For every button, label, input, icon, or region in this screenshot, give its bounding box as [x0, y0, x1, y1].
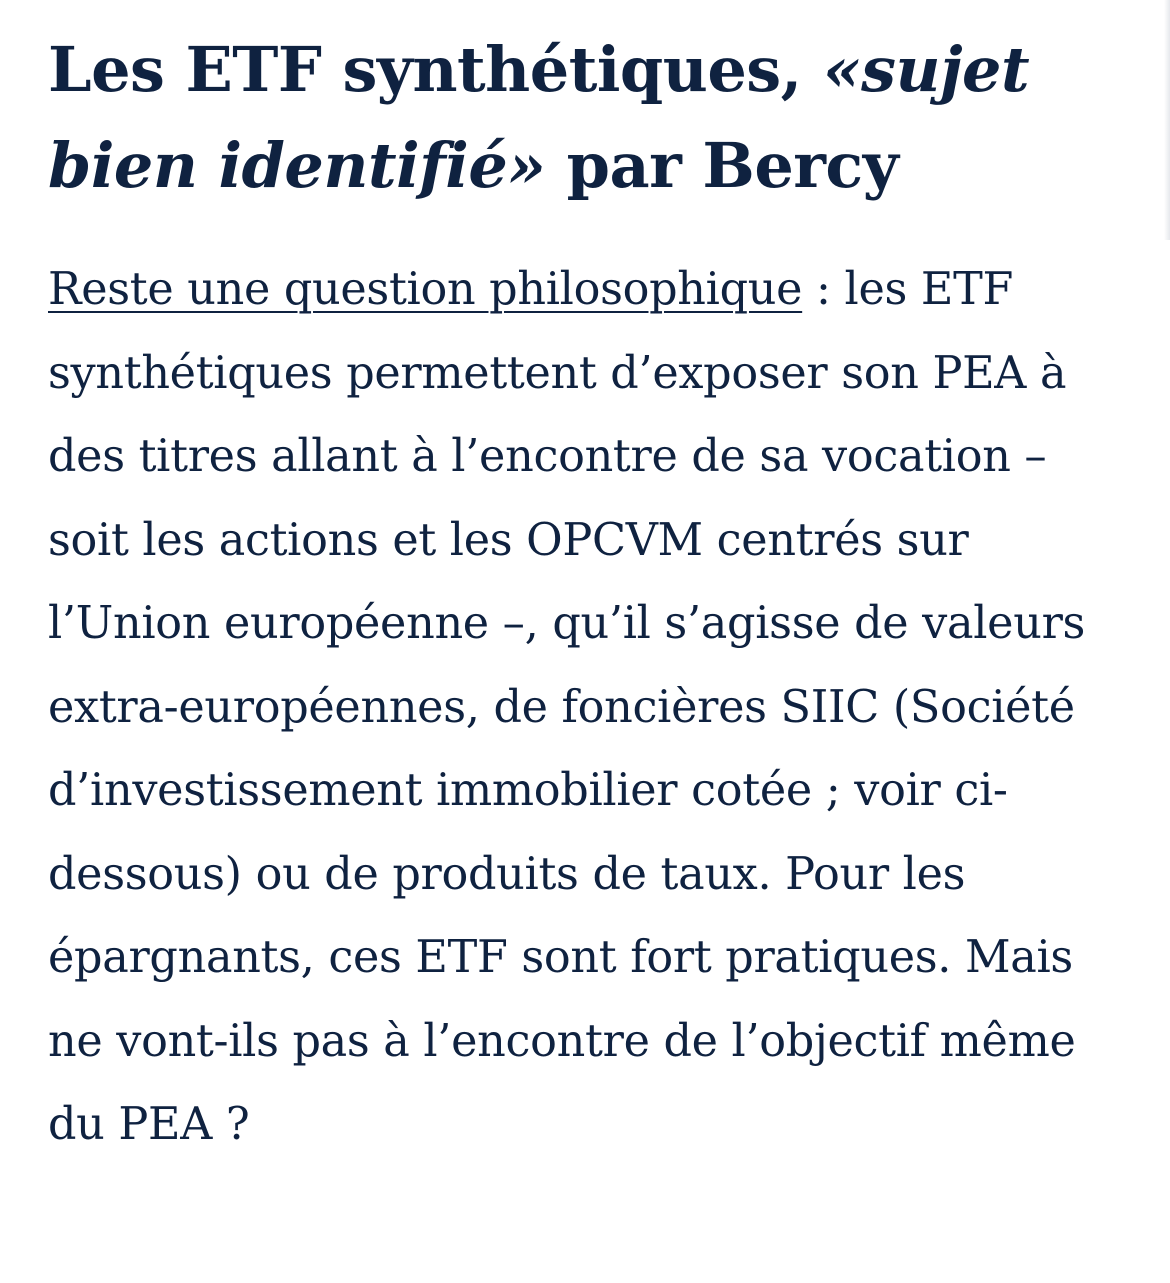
scrollbar-edge — [1164, 0, 1170, 240]
paragraph-text: : les ETF synthétiques permettent d’exposer son PEA à des titres allant à l’encontre de sa vocation – soit les actions et les OPCVM centrés sur l’Union européenne –, qu’il s’agisse de valeurs extra-européennes, de foncières SIIC (Société d’investissement immobilier cotée ; voir ci-dessous) ou de produits de taux. Pour les épargnants, ces ETF sont fort pratiques. Mais ne vont-ils pas à l’encontre de l’objectif même du PEA ? — [48, 264, 1086, 1150]
article — [48, 22, 1128, 1167]
headline-plain: Les ETF synthétiques, — [48, 33, 823, 106]
article-paragraph — [48, 248, 1128, 1167]
lead-link[interactable]: Reste une question philosophique — [48, 264, 803, 315]
headline-tail: par Bercy — [545, 129, 899, 202]
article-headline — [48, 22, 1128, 214]
headline-quote: «sujet bien identifié» — [48, 33, 1030, 202]
